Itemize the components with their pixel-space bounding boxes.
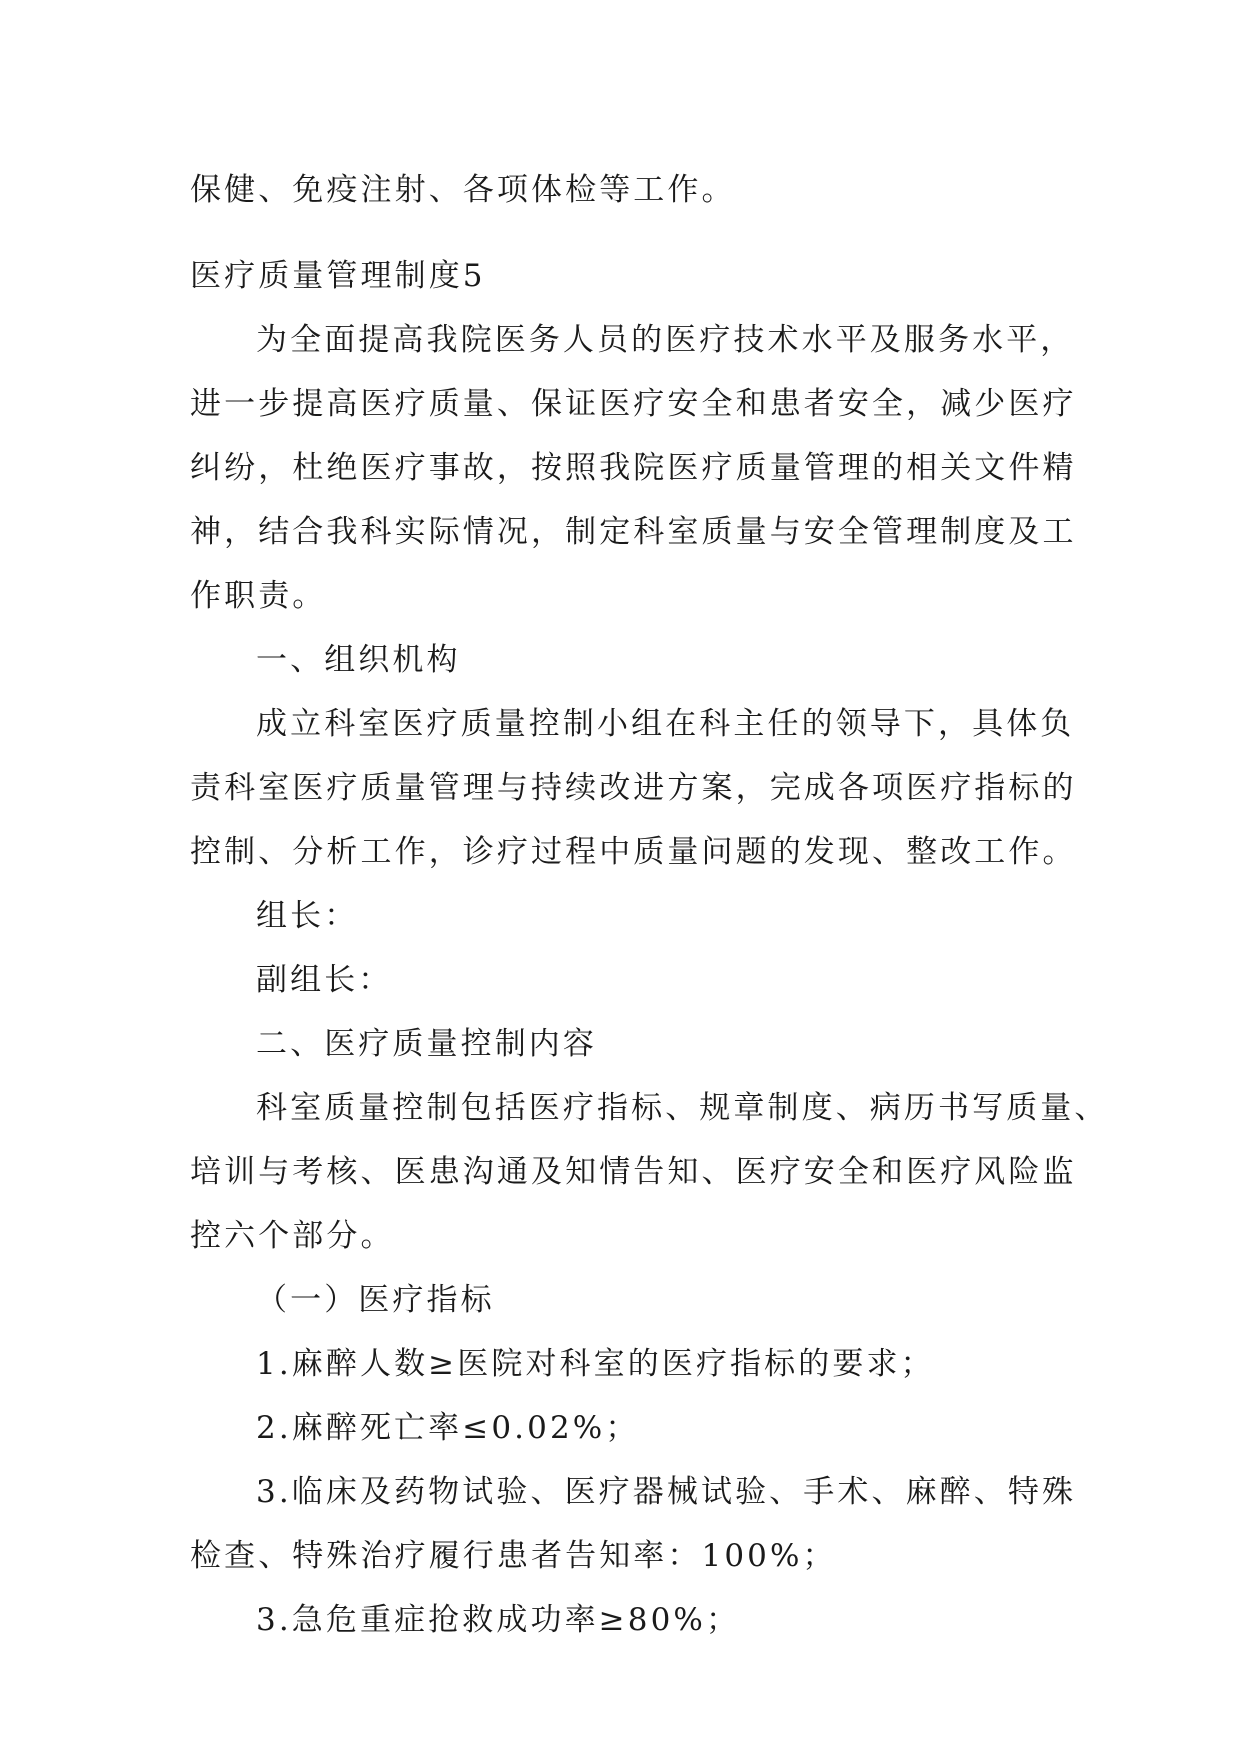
line-3: 为全面提高我院医务人员的医疗技术水平及服务水平， [256, 322, 1075, 358]
list-item-4: 3.急危重症抢救成功率≥80%； [256, 1602, 741, 1638]
line-7: 作职责。 [190, 578, 327, 614]
list-item-3-continued: 检查、特殊治疗履行患者告知率：100%； [190, 1538, 837, 1574]
subheading-quality-control: 二、医疗质量控制内容 [256, 1026, 597, 1062]
line-1: 保健、免疫注射、各项体检等工作。 [190, 172, 736, 208]
line-11: 控制、分析工作，诊疗过程中质量问题的发现、整改工作。 [190, 834, 1077, 870]
deputy-leader-label: 副组长： [256, 962, 393, 998]
line-10: 责科室医疗质量管理与持续改进方案，完成各项医疗指标的 [190, 770, 1077, 806]
section-heading: 医疗质量管理制度5 [190, 258, 486, 294]
line-17: 控六个部分。 [190, 1218, 395, 1254]
line-9: 成立科室医疗质量控制小组在科主任的领导下，具体负 [256, 706, 1075, 742]
subheading-organization: 一、组织机构 [256, 642, 461, 678]
line-5: 纠纷，杜绝医疗事故，按照我院医疗质量管理的相关文件精 [190, 450, 1077, 486]
list-item-3: 3.临床及药物试验、医疗器械试验、手术、麻醉、特殊 [256, 1474, 1077, 1510]
group-leader-label: 组长： [256, 898, 359, 934]
line-15: 科室质量控制包括医疗指标、规章制度、病历书写质量、 [256, 1090, 1109, 1126]
list-item-2: 2.麻醉死亡率≤0.02%； [256, 1410, 640, 1446]
line-4: 进一步提高医疗质量、保证医疗安全和患者安全，减少医疗 [190, 386, 1077, 422]
line-6: 神，结合我科实际情况，制定科室质量与安全管理制度及工 [190, 514, 1077, 550]
subheading-medical-indicators: （一）医疗指标 [256, 1282, 495, 1318]
document-body [190, 158, 1109, 1652]
list-item-1: 1.麻醉人数≥医院对科室的医疗指标的要求； [256, 1346, 935, 1382]
line-16: 培训与考核、医患沟通及知情告知、医疗安全和医疗风险监 [190, 1154, 1077, 1190]
